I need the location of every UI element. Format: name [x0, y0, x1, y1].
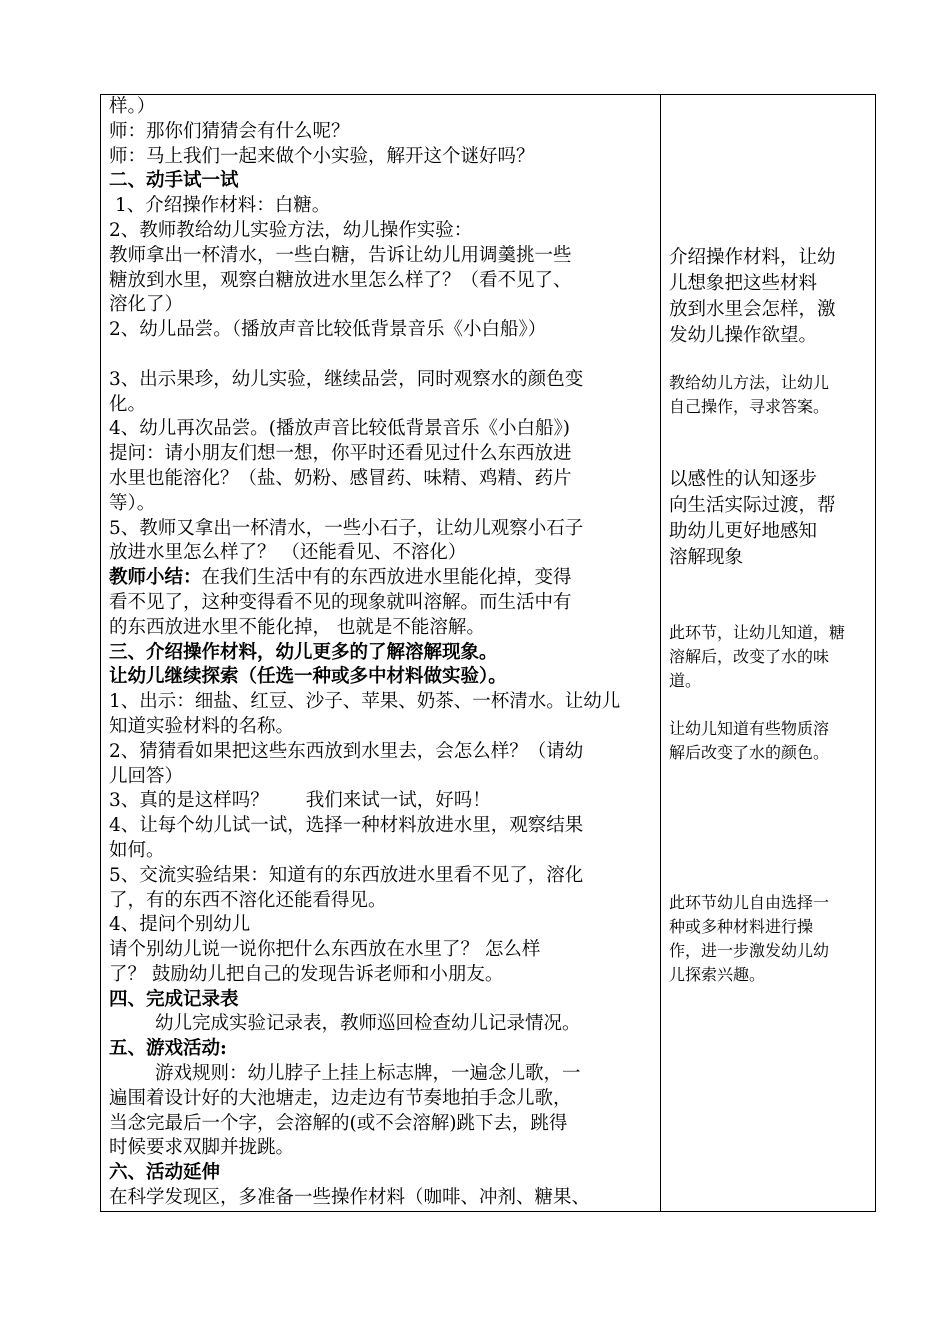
note-line: 溶解后，改变了水的味: [669, 647, 830, 666]
text-line: 1、介绍操作材料：白糖。: [115, 195, 331, 217]
text-line: 师：马上我们一起来做个小实验，解开这个谜好吗？: [109, 145, 535, 167]
text-line: 4、幼儿再次品尝。(播放声音比较低背景音乐《小白船》): [109, 418, 570, 440]
note-line: 道。: [669, 671, 702, 690]
blank-line: [109, 343, 654, 368]
section-heading: 四、完成记录表: [109, 988, 239, 1010]
text-line: 3、真的是这样吗？ 我们来试一试，好吗！: [109, 790, 491, 812]
text-line: 5、交流实验结果：知道有的东西放进水里看不见了，溶化: [109, 864, 584, 886]
summary-line: [109, 566, 654, 591]
text-line: 溶化了）: [109, 294, 184, 316]
note-line: 种或多种材料进行操: [669, 917, 814, 936]
note-line: 自己操作，寻求答案。: [669, 397, 830, 416]
text-line: 幼儿完成实验记录表，教师巡回检查幼儿记录情况。: [155, 1013, 581, 1035]
note-line: 向生活实际过渡，帮: [669, 495, 836, 516]
section-heading: 三、介绍操作材料，幼儿更多的了解溶解现象。: [109, 641, 498, 663]
intent-note-color: [669, 717, 869, 765]
text-line: 样。）: [109, 96, 156, 117]
text-line: 等）。: [109, 492, 156, 514]
text-line: 放进水里怎么样了？ （还能看见、不溶化）: [109, 542, 467, 564]
text-line: 3、出示果珍，幼儿实验，继续品尝，同时观察水的颜色变: [109, 368, 584, 390]
note-line: 儿探索兴趣。: [669, 965, 766, 984]
text-line: 遍围着设计好的大池塘走，边走边有节奏地拍手念儿歌，: [109, 1087, 572, 1109]
subsection-heading: 让幼儿继续探索（任选一种或多中材料做实验）。: [109, 666, 507, 688]
section-heading: 六、活动延伸: [109, 1162, 221, 1184]
note-line: 以感性的认知逐步: [669, 469, 818, 490]
text-line: 看不见了，这种变得看不见的现象就叫溶解。而生活中有: [109, 591, 572, 613]
text-line: 了？ 鼓励幼儿把自己的发现告诉老师和小朋友。: [109, 963, 504, 985]
note-line: 发幼儿操作欲望。: [669, 325, 818, 346]
text-line: 5、教师又拿出一杯清水，一些小石子，让幼儿观察小石子: [109, 517, 584, 539]
text-line: 教师拿出一杯清水，一些白糖，告诉让幼儿用调羹挑一些: [109, 244, 572, 266]
text-line: 在科学发现区，多准备一些操作材料（咖啡、冲剂、糖果、: [109, 1187, 591, 1209]
text-line: 师：那你们猜猜会有什么呢？: [109, 120, 350, 142]
note-line: 解后改变了水的颜色。: [669, 743, 830, 762]
text-line: 化。: [109, 393, 147, 415]
design-intent-column: [661, 95, 875, 1211]
intent-note-exploration: [669, 891, 869, 987]
text-line: 如何。: [109, 839, 165, 861]
text-line: 2、幼儿品尝。（播放声音比较低背景音乐《小白船》）: [109, 319, 547, 341]
note-line: 放到水里会怎样，激: [669, 299, 836, 320]
text-line: 游戏规则：幼儿脖子上挂上标志牌，一遍念儿歌，一: [155, 1063, 581, 1085]
text-line: 2、猜猜看如果把这些东西放到水里去，会怎么样？（请幼: [109, 740, 584, 762]
text-line: 4、让每个幼儿试一试，选择一种材料放进水里，观察结果: [109, 815, 584, 837]
note-line: 此环节，让幼儿知道，糖: [669, 623, 846, 642]
text-line: 4、提问个别幼儿: [109, 914, 251, 936]
text-line: 知道实验材料的名称。: [109, 715, 295, 737]
section-heading: 二、动手试一试: [109, 170, 239, 192]
text-line: 了，有的东西不溶化还能看得见。: [109, 889, 387, 911]
text-line: 水里也能溶化？（盐、奶粉、感冒药、味精、鸡精、药片: [109, 467, 572, 489]
intent-note-taste: [669, 621, 869, 693]
text-line: 提问：请小朋友们想一想，你平时还看见过什么东西放进: [109, 443, 572, 465]
section-heading: 五、游戏活动:: [109, 1038, 227, 1060]
intent-note-perception: [669, 467, 869, 571]
note-line: 让幼儿知道有些物质溶: [669, 719, 830, 738]
text-line: 请个别幼儿说一说你把什么东西放在水里了？ 怎么样: [109, 939, 541, 961]
text-line: 糖放到水里，观察白糖放进水里怎么样了？（看不见了、: [109, 269, 572, 291]
text-line: 1、出示：细盐、红豆、沙子、苹果、奶茶、一杯清水。让幼儿: [109, 691, 621, 713]
lesson-plan-table: [100, 94, 876, 1212]
text-line: 时候要求双脚并拢跳。: [109, 1137, 295, 1159]
note-line: 介绍操作材料，让幼: [669, 247, 836, 268]
intent-note-materials: [669, 245, 869, 349]
summary-label: 教师小结：: [109, 567, 202, 589]
note-line: 教给幼儿方法，让幼儿: [669, 373, 830, 392]
text-line: 2、教师教给幼儿实验方法，幼儿操作实验：: [109, 219, 473, 241]
note-line: 助幼儿更好地感知: [669, 521, 818, 542]
intent-note-method: [669, 371, 869, 419]
activity-process-column: [101, 95, 661, 1211]
text-line: 当念完最后一个字，会溶解的(或不会溶解)跳下去，跳得: [109, 1112, 568, 1134]
note-line: 溶解现象: [669, 547, 744, 568]
note-line: 此环节幼儿自由选择一: [669, 893, 830, 912]
text-line: 儿回答）: [109, 765, 184, 787]
text-line: 的东西放进水里不能化掉， 也就是不能溶解。: [109, 616, 485, 638]
note-line: 儿想象把这些材料: [669, 273, 818, 294]
summary-text: 在我们生活中有的东西放进水里能化掉，变得: [201, 567, 572, 589]
note-line: 作，进一步激发幼儿幼: [669, 941, 830, 960]
